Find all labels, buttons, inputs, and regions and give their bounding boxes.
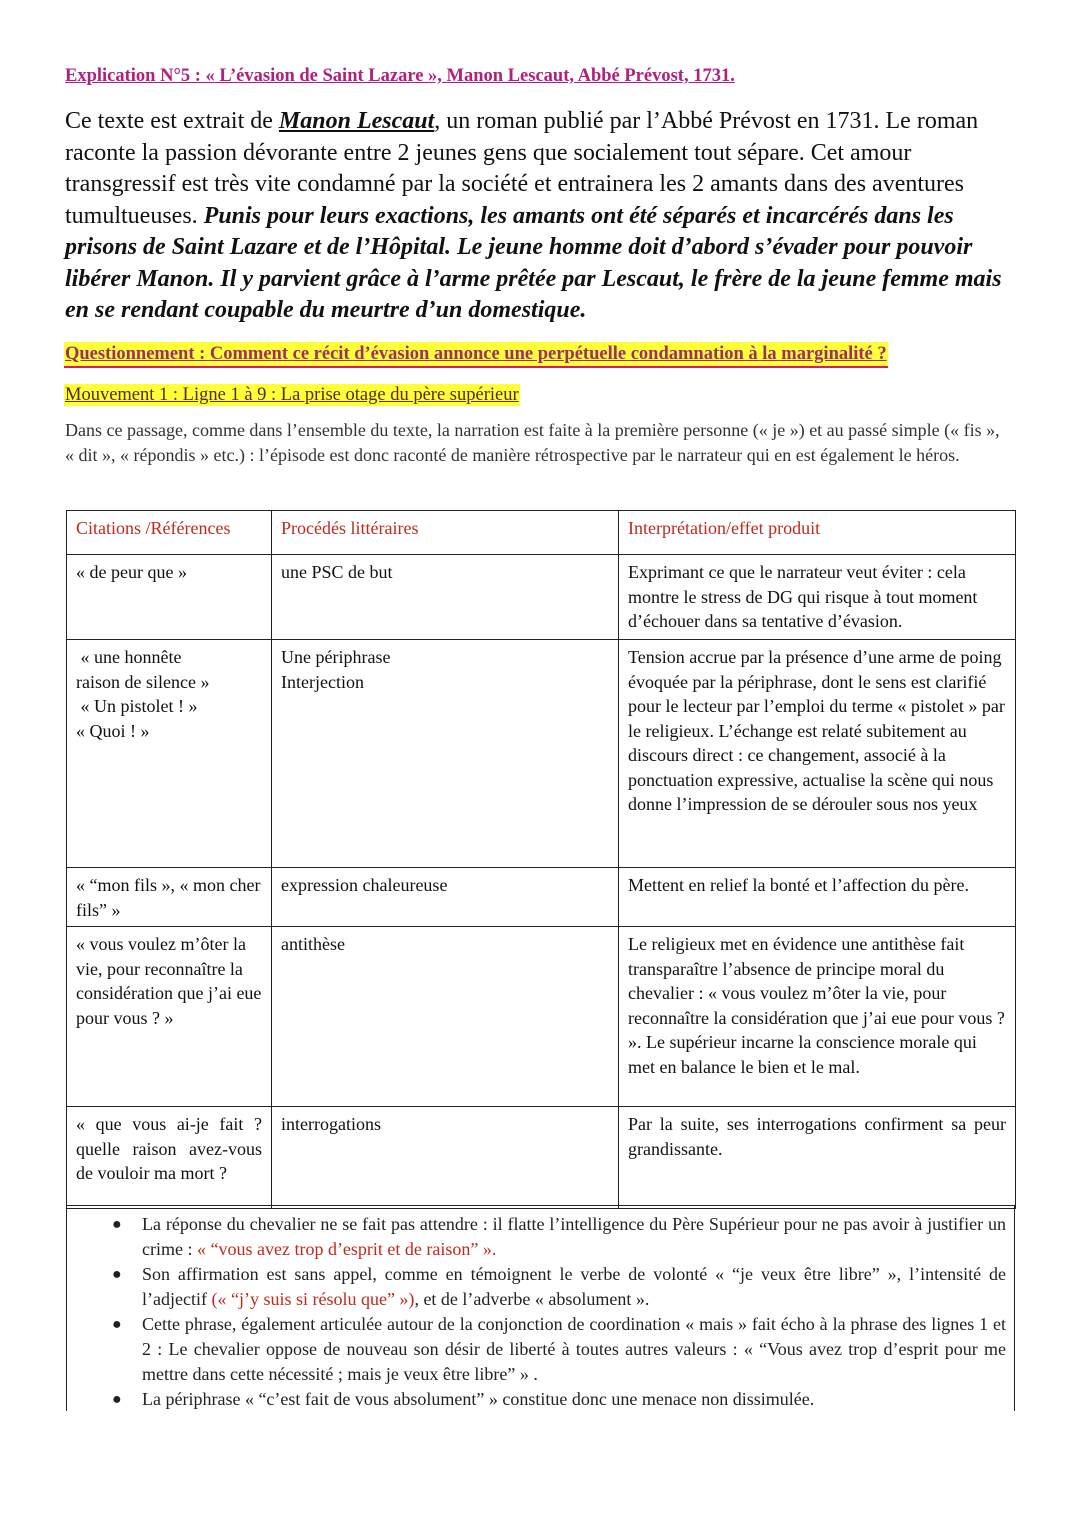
cell-procede: interrogations: [272, 1107, 619, 1209]
intro-text-2: , un roman publié par l’Abbé Prévost en 1731. Le roman raconte la passion dévorante entre 2 jeunes gens que socialement tout sépare. Cet amour transgressif est très vite condamné par la société et entrainera les 2 amants dans des aventures tumultueuses.: [65, 108, 979, 229]
cell-effet: Le religieux met en évidence une antithèse fait transparaître l’absence de principe moral du chevalier : « vous voulez m’ôter la vie, pour reconnaître la considération que j’ai eue pour vous ? ». Le supérieur incarne la conscience morale qui met en balance le bien et le mal.: [619, 927, 1016, 1107]
narration-paragraph: Dans ce passage, comme dans l’ensemble du texte, la narration est faite à la première personne (« je ») et au passé simple (« fis », « dit », « répondis » etc.) : l’épisode est donc raconté de manière rétrospective par le narrateur qui en est également le héros.: [65, 420, 1000, 465]
bullet-text: La réponse du chevalier ne se fait pas attendre : il flatte l’intelligence du Père Supérieur pour ne pas avoir à justifier un crime :: [142, 1214, 1006, 1259]
table-row: [67, 640, 1016, 868]
cell-procede: [272, 640, 619, 868]
cell-procede: une PSC de but: [272, 555, 619, 640]
list-item: [67, 1387, 1014, 1412]
cell-citation: [67, 640, 272, 868]
header-interpretation: Interprétation/effet produit: [619, 511, 1016, 555]
bullet-tail: , et de l’adverbe « absolument ».: [414, 1289, 650, 1309]
bullet-text: La périphrase « “c’est fait de vous absolument” » constitue donc une menace non dissimulée.: [142, 1389, 815, 1409]
cell-effet: Tension accrue par la présence d’une arme de poing évoquée par la périphrase, dont le sens est clarifié pour le lecteur par l’emploi du terme « pistolet » par le religieux. L’échange est relaté subitement au discours direct : ce changement, associé à la ponctuation expressive, actualise la scène qui nous donne l’impression de se dérouler sous nos yeux: [619, 640, 1016, 868]
intro-text-3: Punis pour leurs exactions, les amants ont été séparés et incarcérés dans les prisons de Saint Lazare et de l’Hôpital. Le jeune homme doit d’abord s’évader pour pouvoir libérer Manon. Il y parvient grâce à l’arme prêtée par Lescaut, le frère de la jeune femme mais en se rendant coupable du meurtre d’un domestique.: [65, 202, 1002, 323]
page-title: Explication N°5 : « L’évasion de Saint Lazare », Manon Lescaut, Abbé Prévost, 1731.: [65, 66, 735, 86]
cell-citation: « que vous ai-je fait ? quelle raison avez-vous de vouloir ma mort ?: [67, 1107, 272, 1209]
book-title: Manon Lescaut: [278, 108, 435, 134]
table-row: [67, 1107, 1016, 1209]
commentary-list: [67, 1212, 1014, 1412]
citation-line: « Un pistolet ! »: [76, 696, 198, 716]
procede-line: Une périphrase: [281, 647, 391, 667]
cell-effet: Mettent en relief la bonté et l’affection du père.: [619, 868, 1016, 927]
cell-citation: « de peur que »: [67, 555, 272, 640]
bullet-text: Son affirmation est sans appel, comme en témoignent le verbe de volonté « “je veux être libre” », l’intensité de l’adjectif: [142, 1264, 1006, 1309]
procede-line: Interjection: [281, 671, 364, 692]
citation-line: « une honnête: [76, 647, 182, 667]
mouvement-heading: Mouvement 1 : Ligne 1 à 9 : La prise otage du père supérieur: [65, 385, 519, 405]
list-item: [67, 1262, 1014, 1312]
cell-procede: expression chaleureuse: [272, 868, 619, 927]
bullet-icon: ●: [112, 1391, 122, 1408]
cell-effet: Exprimant ce que le narrateur veut éviter : cela montre le stress de DG qui risque à tout moment d’échouer dans sa tentative d’évasion.: [619, 555, 1016, 640]
header-citations: Citations /Références: [67, 511, 272, 555]
bullet-quote: « “vous avez trop d’esprit et de raison” ».: [196, 1239, 497, 1259]
citation-line: « Quoi ! »: [76, 720, 150, 741]
cell-effet: Par la suite, ses interrogations confirment sa peur grandissante.: [619, 1107, 1016, 1209]
table-header-row: [67, 511, 1016, 555]
intro-paragraph: [65, 106, 1025, 327]
intro-text-1: Ce texte est extrait de: [65, 108, 279, 134]
analysis-table: [66, 510, 1016, 1209]
list-item: [67, 1212, 1014, 1262]
citation-line: raison de silence »: [76, 671, 210, 692]
commentary-box: [66, 1205, 1015, 1411]
cell-citation: « “mon fils », « mon cher fils” »: [67, 868, 272, 927]
bullet-text: Cette phrase, également articulée autour de la conjonction de coordination « mais » fait écho à la phrase des lignes 1 et 2 : Le chevalier oppose de nouveau son désir de liberté à toutes autres valeurs : « “Vous avez trop d’esprit pour me mettre dans cette nécessité ; mais je veux être libre” » .: [142, 1314, 1006, 1384]
bullet-icon: ●: [112, 1316, 122, 1333]
bullet-quote: (« “j’y suis si résolu que” »): [211, 1289, 415, 1309]
questionnement: Questionnement : Comment ce récit d’évasion annonce une perpétuelle condamnation à la marginalité ?: [65, 344, 887, 364]
header-procedes: Procédés littéraires: [272, 511, 619, 555]
table-row: [67, 555, 1016, 640]
bullet-icon: ●: [112, 1266, 122, 1283]
cell-citation: « vous voulez m’ôter la vie, pour reconnaître la considération que j’ai eue pour vous ? »: [67, 927, 272, 1107]
table-row: [67, 927, 1016, 1107]
cell-procede: antithèse: [272, 927, 619, 1107]
list-item: [67, 1312, 1014, 1387]
table-row: [67, 868, 1016, 927]
bullet-icon: ●: [112, 1216, 122, 1233]
